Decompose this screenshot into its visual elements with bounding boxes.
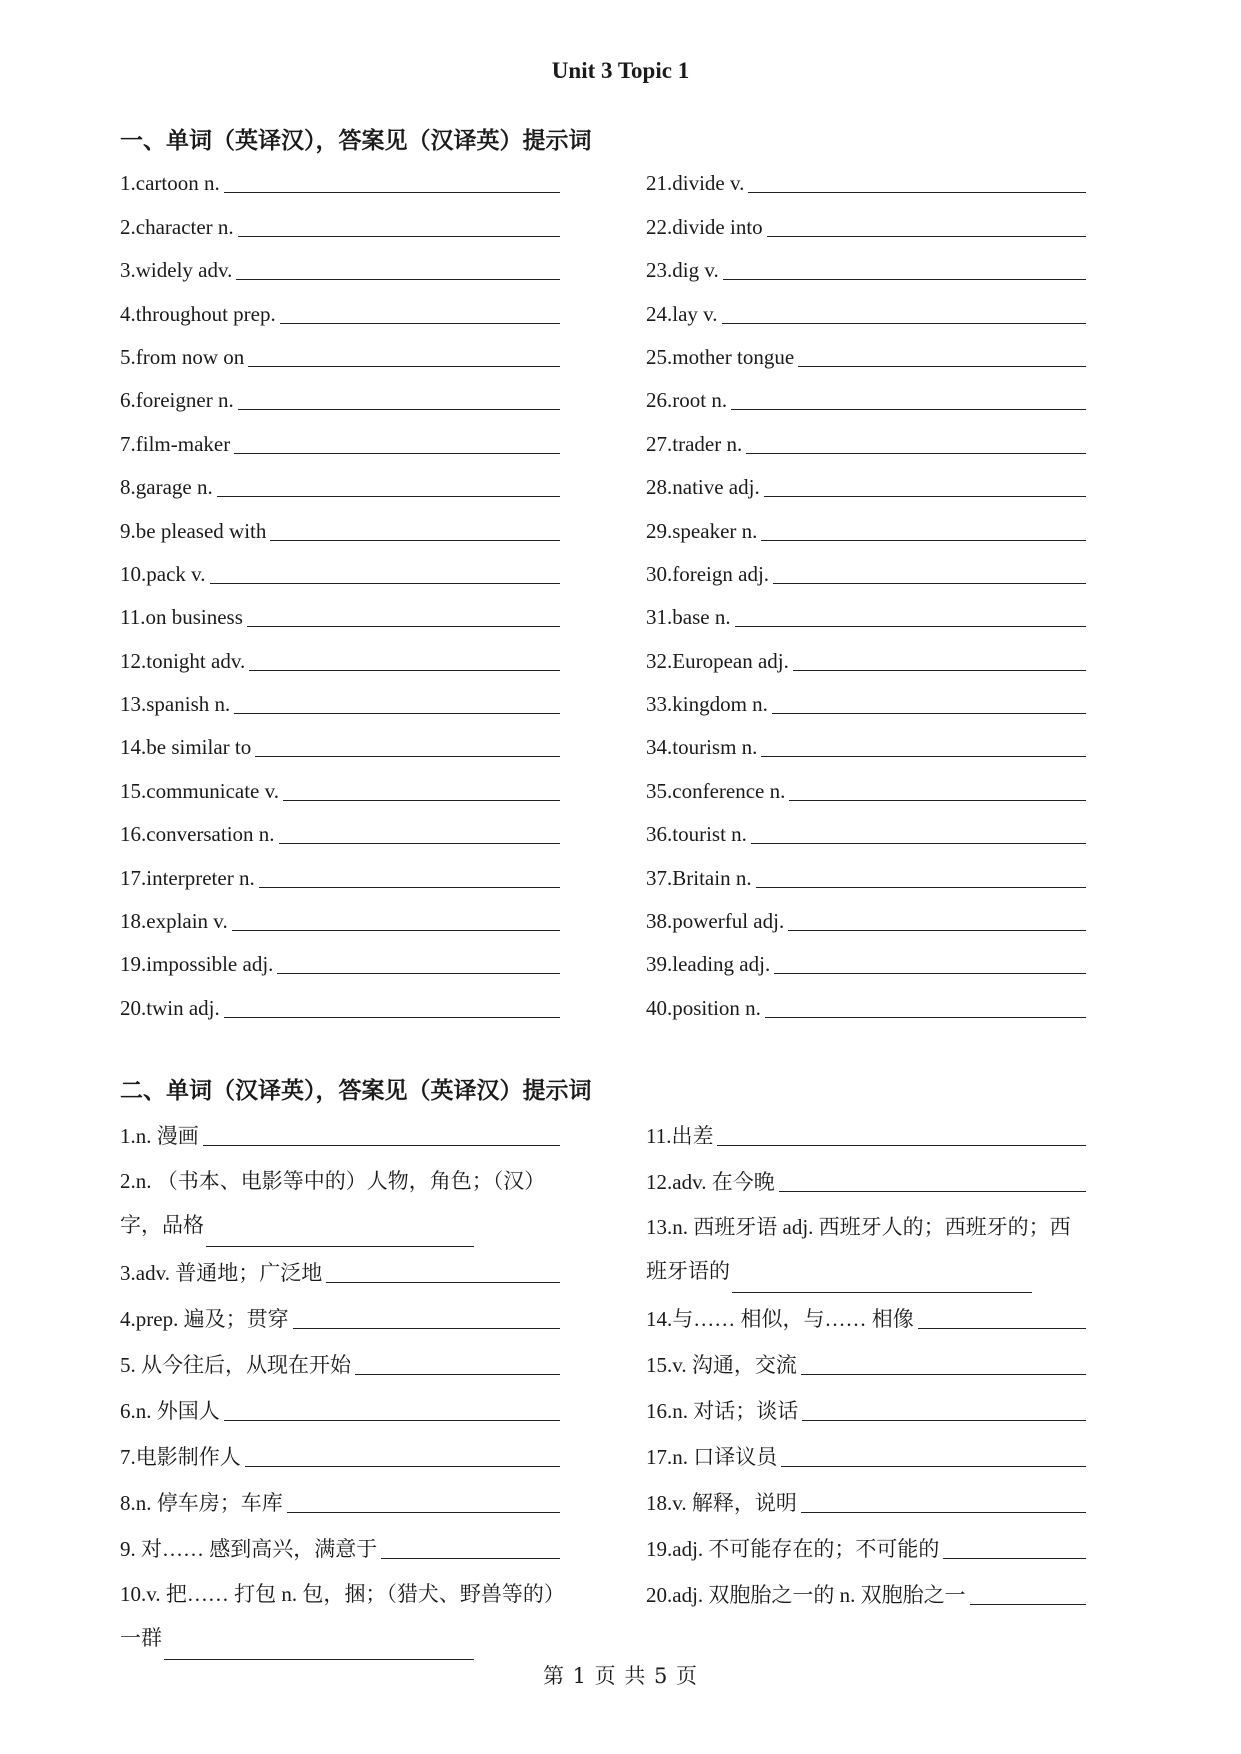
answer-blank[interactable]: [249, 669, 560, 671]
answer-blank[interactable]: [918, 1327, 1086, 1329]
answer-blank[interactable]: [234, 712, 560, 714]
vocab-item: [120, 462, 560, 505]
vocab-item: [646, 1200, 1086, 1291]
vocab-item: [120, 1475, 560, 1521]
vocab-item: [646, 939, 1086, 982]
answer-blank[interactable]: [772, 712, 1086, 714]
vocab-item: [120, 1429, 560, 1475]
vocab-term: 16.n. 对话；谈话: [646, 1399, 799, 1423]
vocab-item: [120, 1521, 560, 1567]
answer-blank[interactable]: [774, 972, 1086, 974]
vocab-item: [120, 1337, 560, 1383]
vocab-item: [646, 765, 1086, 808]
vocab-term: 22.divide into: [646, 214, 763, 239]
vocab-term: 26.root n.: [646, 388, 728, 413]
answer-blank[interactable]: [293, 1327, 560, 1329]
vocab-term: 1.n. 漫画: [120, 1124, 199, 1148]
vocab-term: 11.on business: [120, 605, 243, 630]
vocab-term: 19.impossible adj.: [120, 952, 274, 977]
vocab-term: 39.leading adj.: [646, 952, 771, 977]
vocab-term: 21.divide v.: [646, 171, 745, 196]
vocab-item: [120, 418, 560, 461]
vocab-item: [646, 982, 1086, 1025]
vocab-term: 28.native adj.: [646, 475, 760, 500]
answer-blank[interactable]: [746, 452, 1086, 454]
section-1-right-column: [646, 158, 1086, 1026]
answer-blank[interactable]: [761, 539, 1086, 541]
vocab-item: [646, 1521, 1086, 1567]
vocab-term: 4.throughout prep.: [120, 301, 276, 326]
answer-blank[interactable]: [765, 1016, 1086, 1018]
answer-blank[interactable]: [238, 408, 560, 410]
answer-blank[interactable]: [801, 1373, 1086, 1375]
vocab-item: [120, 1245, 560, 1291]
answer-blank[interactable]: [761, 755, 1086, 757]
answer-blank[interactable]: [801, 1511, 1086, 1513]
answer-blank[interactable]: [798, 365, 1086, 367]
answer-blank[interactable]: [283, 799, 560, 801]
vocab-item: [120, 1154, 560, 1245]
vocab-item: [120, 635, 560, 678]
vocab-item: [120, 809, 560, 852]
vocab-item: [646, 679, 1086, 722]
section-2-left-column: [120, 1108, 560, 1658]
vocab-term: 14.be similar to: [120, 735, 252, 760]
vocab-item: [646, 158, 1086, 201]
vocab-term: 18.v. 解释，说明: [646, 1491, 797, 1515]
vocab-item: [120, 765, 560, 808]
section-1-heading: 一、单词（英译汉），答案见（汉译英）提示词: [120, 128, 592, 154]
vocab-term: 17.interpreter n.: [120, 865, 255, 890]
answer-blank[interactable]: [326, 1281, 560, 1283]
vocab-term: 23.dig v.: [646, 258, 719, 283]
vocab-item: [120, 332, 560, 375]
answer-blank[interactable]: [756, 886, 1086, 888]
vocab-item: [120, 158, 560, 201]
vocab-term: 9. 对…… 感到高兴，满意于: [120, 1537, 378, 1561]
answer-blank[interactable]: [280, 322, 560, 324]
vocab-term: 34.tourism n.: [646, 735, 758, 760]
vocab-item: [646, 1108, 1086, 1154]
vocab-item: [120, 245, 560, 288]
vocab-term: 27.trader n.: [646, 431, 743, 456]
vocab-item: [646, 549, 1086, 592]
answer-blank[interactable]: [748, 191, 1086, 193]
answer-blank[interactable]: [279, 842, 560, 844]
answer-blank[interactable]: [793, 669, 1086, 671]
vocab-term: 15.v. 沟通，交流: [646, 1353, 797, 1377]
vocab-term: 37.Britain n.: [646, 865, 752, 890]
answer-blank[interactable]: [234, 452, 560, 454]
answer-blank[interactable]: [236, 278, 560, 280]
answer-blank[interactable]: [355, 1373, 560, 1375]
vocab-term: 10.v. 把…… 打包 n. 包，捆；（猎犬、野兽等的）一群: [120, 1582, 555, 1650]
vocab-item: [646, 288, 1086, 331]
vocab-term: 20.twin adj.: [120, 995, 220, 1020]
vocab-term: 19.adj. 不可能存在的；不可能的: [646, 1537, 940, 1561]
answer-blank[interactable]: [224, 1016, 560, 1018]
vocab-term: 18.explain v.: [120, 909, 228, 934]
answer-blank[interactable]: [773, 582, 1086, 584]
vocab-term: 25.mother tongue: [646, 344, 795, 369]
vocab-term: 5.from now on: [120, 344, 245, 369]
vocab-item: [120, 852, 560, 895]
answer-blank[interactable]: [247, 625, 560, 627]
vocab-term: 3.adv. 普通地；广泛地: [120, 1261, 323, 1285]
vocab-term: 5. 从今往后，从现在开始: [120, 1353, 351, 1377]
vocab-item: [646, 201, 1086, 244]
answer-blank[interactable]: [203, 1144, 560, 1146]
vocab-item: [120, 201, 560, 244]
vocab-term: 36.tourist n.: [646, 822, 747, 847]
answer-blank[interactable]: [764, 495, 1086, 497]
answer-blank[interactable]: [731, 408, 1086, 410]
vocab-item: [120, 722, 560, 765]
vocab-item: [120, 896, 560, 939]
answer-blank[interactable]: [788, 929, 1086, 931]
vocab-item: [120, 1383, 560, 1429]
vocab-item: [646, 462, 1086, 505]
vocab-term: 24.lay v.: [646, 301, 718, 326]
vocab-term: 35.conference n.: [646, 778, 786, 803]
vocab-term: 9.be pleased with: [120, 518, 267, 543]
vocab-item: [646, 1475, 1086, 1521]
section-2-right-column: [646, 1108, 1086, 1613]
vocab-term: 40.position n.: [646, 995, 761, 1020]
vocab-item: [646, 1567, 1086, 1613]
answer-blank[interactable]: [751, 842, 1086, 844]
answer-blank[interactable]: [277, 972, 560, 974]
vocab-term: 6.foreigner n.: [120, 388, 234, 413]
vocab-item: [120, 592, 560, 635]
vocab-term: 12.adv. 在今晚: [646, 1170, 775, 1194]
answer-blank[interactable]: [732, 1264, 1032, 1293]
answer-blank[interactable]: [224, 191, 560, 193]
vocab-term: 20.adj. 双胞胎之一的 n. 双胞胎之一: [646, 1583, 966, 1607]
vocab-item: [646, 1429, 1086, 1475]
vocab-term: 4.prep. 遍及；贯穿: [120, 1307, 289, 1331]
vocab-item: [646, 375, 1086, 418]
vocab-item: [646, 332, 1086, 375]
vocab-term: 12.tonight adv.: [120, 648, 246, 673]
vocab-term: 38.powerful adj.: [646, 909, 785, 934]
vocab-term: 31.base n.: [646, 605, 731, 630]
vocab-item: [646, 896, 1086, 939]
vocab-term: 16.conversation n.: [120, 822, 275, 847]
answer-blank[interactable]: [722, 322, 1086, 324]
answer-blank[interactable]: [232, 929, 560, 931]
vocab-term: 6.n. 外国人: [120, 1399, 220, 1423]
vocab-item: [120, 1291, 560, 1337]
vocab-term: 33.kingdom n.: [646, 692, 768, 717]
vocab-item: [646, 1337, 1086, 1383]
answer-blank[interactable]: [802, 1419, 1086, 1421]
vocab-item: [646, 245, 1086, 288]
answer-blank[interactable]: [781, 1465, 1086, 1467]
vocab-item: [646, 722, 1086, 765]
answer-blank[interactable]: [735, 625, 1086, 627]
vocab-term: 15.communicate v.: [120, 778, 280, 803]
section-2-heading: 二、单词（汉译英），答案见（英译汉）提示词: [120, 1078, 592, 1104]
answer-blank[interactable]: [943, 1557, 1086, 1559]
answer-blank[interactable]: [717, 1144, 1086, 1146]
vocab-term: 30.foreign adj.: [646, 561, 770, 586]
page-title: Unit 3 Topic 1: [551, 58, 690, 83]
vocab-term: 8.n. 停车房；车库: [120, 1491, 283, 1515]
vocab-term: 10.pack v.: [120, 561, 206, 586]
vocab-term: 32.European adj.: [646, 648, 789, 673]
answer-blank[interactable]: [381, 1557, 560, 1559]
answer-blank[interactable]: [767, 235, 1086, 237]
answer-blank[interactable]: [210, 582, 560, 584]
answer-blank[interactable]: [245, 1465, 560, 1467]
answer-blank[interactable]: [789, 799, 1086, 801]
answer-blank[interactable]: [224, 1419, 560, 1421]
answer-blank[interactable]: [259, 886, 560, 888]
vocab-term: 7.film-maker: [120, 431, 231, 456]
answer-blank[interactable]: [217, 495, 560, 497]
vocab-item: [646, 1383, 1086, 1429]
vocab-item: [646, 1291, 1086, 1337]
answer-blank[interactable]: [287, 1511, 560, 1513]
answer-blank[interactable]: [238, 235, 560, 237]
vocab-term: 2.character n.: [120, 214, 234, 239]
vocab-term: 8.garage n.: [120, 475, 213, 500]
section-1-left-column: [120, 158, 560, 1026]
vocab-item: [120, 505, 560, 548]
vocab-item: [120, 982, 560, 1025]
vocab-item: [120, 939, 560, 982]
vocab-item: [120, 375, 560, 418]
vocab-term: 14.与…… 相似，与…… 相像: [646, 1307, 914, 1331]
answer-blank[interactable]: [255, 755, 560, 757]
vocab-item: [120, 549, 560, 592]
page-footer: 第 1 页 共 5 页: [542, 1664, 699, 1688]
vocab-term: 2.n. （书本、电影等中的）人物，角色；（汉）字，品格: [120, 1169, 546, 1237]
vocab-item: [646, 505, 1086, 548]
answer-blank[interactable]: [270, 539, 560, 541]
vocab-term: 29.speaker n.: [646, 518, 758, 543]
vocab-item: [120, 288, 560, 331]
vocab-term: 3.widely adv.: [120, 258, 233, 283]
vocab-term: 1.cartoon n.: [120, 171, 220, 196]
vocab-item: [120, 1108, 560, 1154]
vocab-term: 13.spanish n.: [120, 692, 231, 717]
vocab-item: [120, 1567, 560, 1658]
vocab-item: [646, 592, 1086, 635]
answer-blank[interactable]: [248, 365, 560, 367]
vocab-item: [120, 679, 560, 722]
vocab-item: [646, 418, 1086, 461]
vocab-term: 17.n. 口译议员: [646, 1445, 778, 1469]
vocab-term: 7.电影制作人: [120, 1445, 241, 1469]
vocab-item: [646, 809, 1086, 852]
answer-blank[interactable]: [164, 1631, 474, 1660]
answer-blank[interactable]: [723, 278, 1086, 280]
vocab-term: 13.n. 西班牙语 adj. 西班牙人的；西班牙的；西班牙语的: [646, 1215, 1071, 1283]
vocab-item: [646, 1154, 1086, 1200]
answer-blank[interactable]: [779, 1190, 1086, 1192]
vocab-term: 11.出差: [646, 1124, 714, 1148]
vocab-item: [646, 852, 1086, 895]
answer-blank[interactable]: [970, 1603, 1086, 1605]
answer-blank[interactable]: [206, 1218, 474, 1247]
vocab-item: [646, 635, 1086, 678]
